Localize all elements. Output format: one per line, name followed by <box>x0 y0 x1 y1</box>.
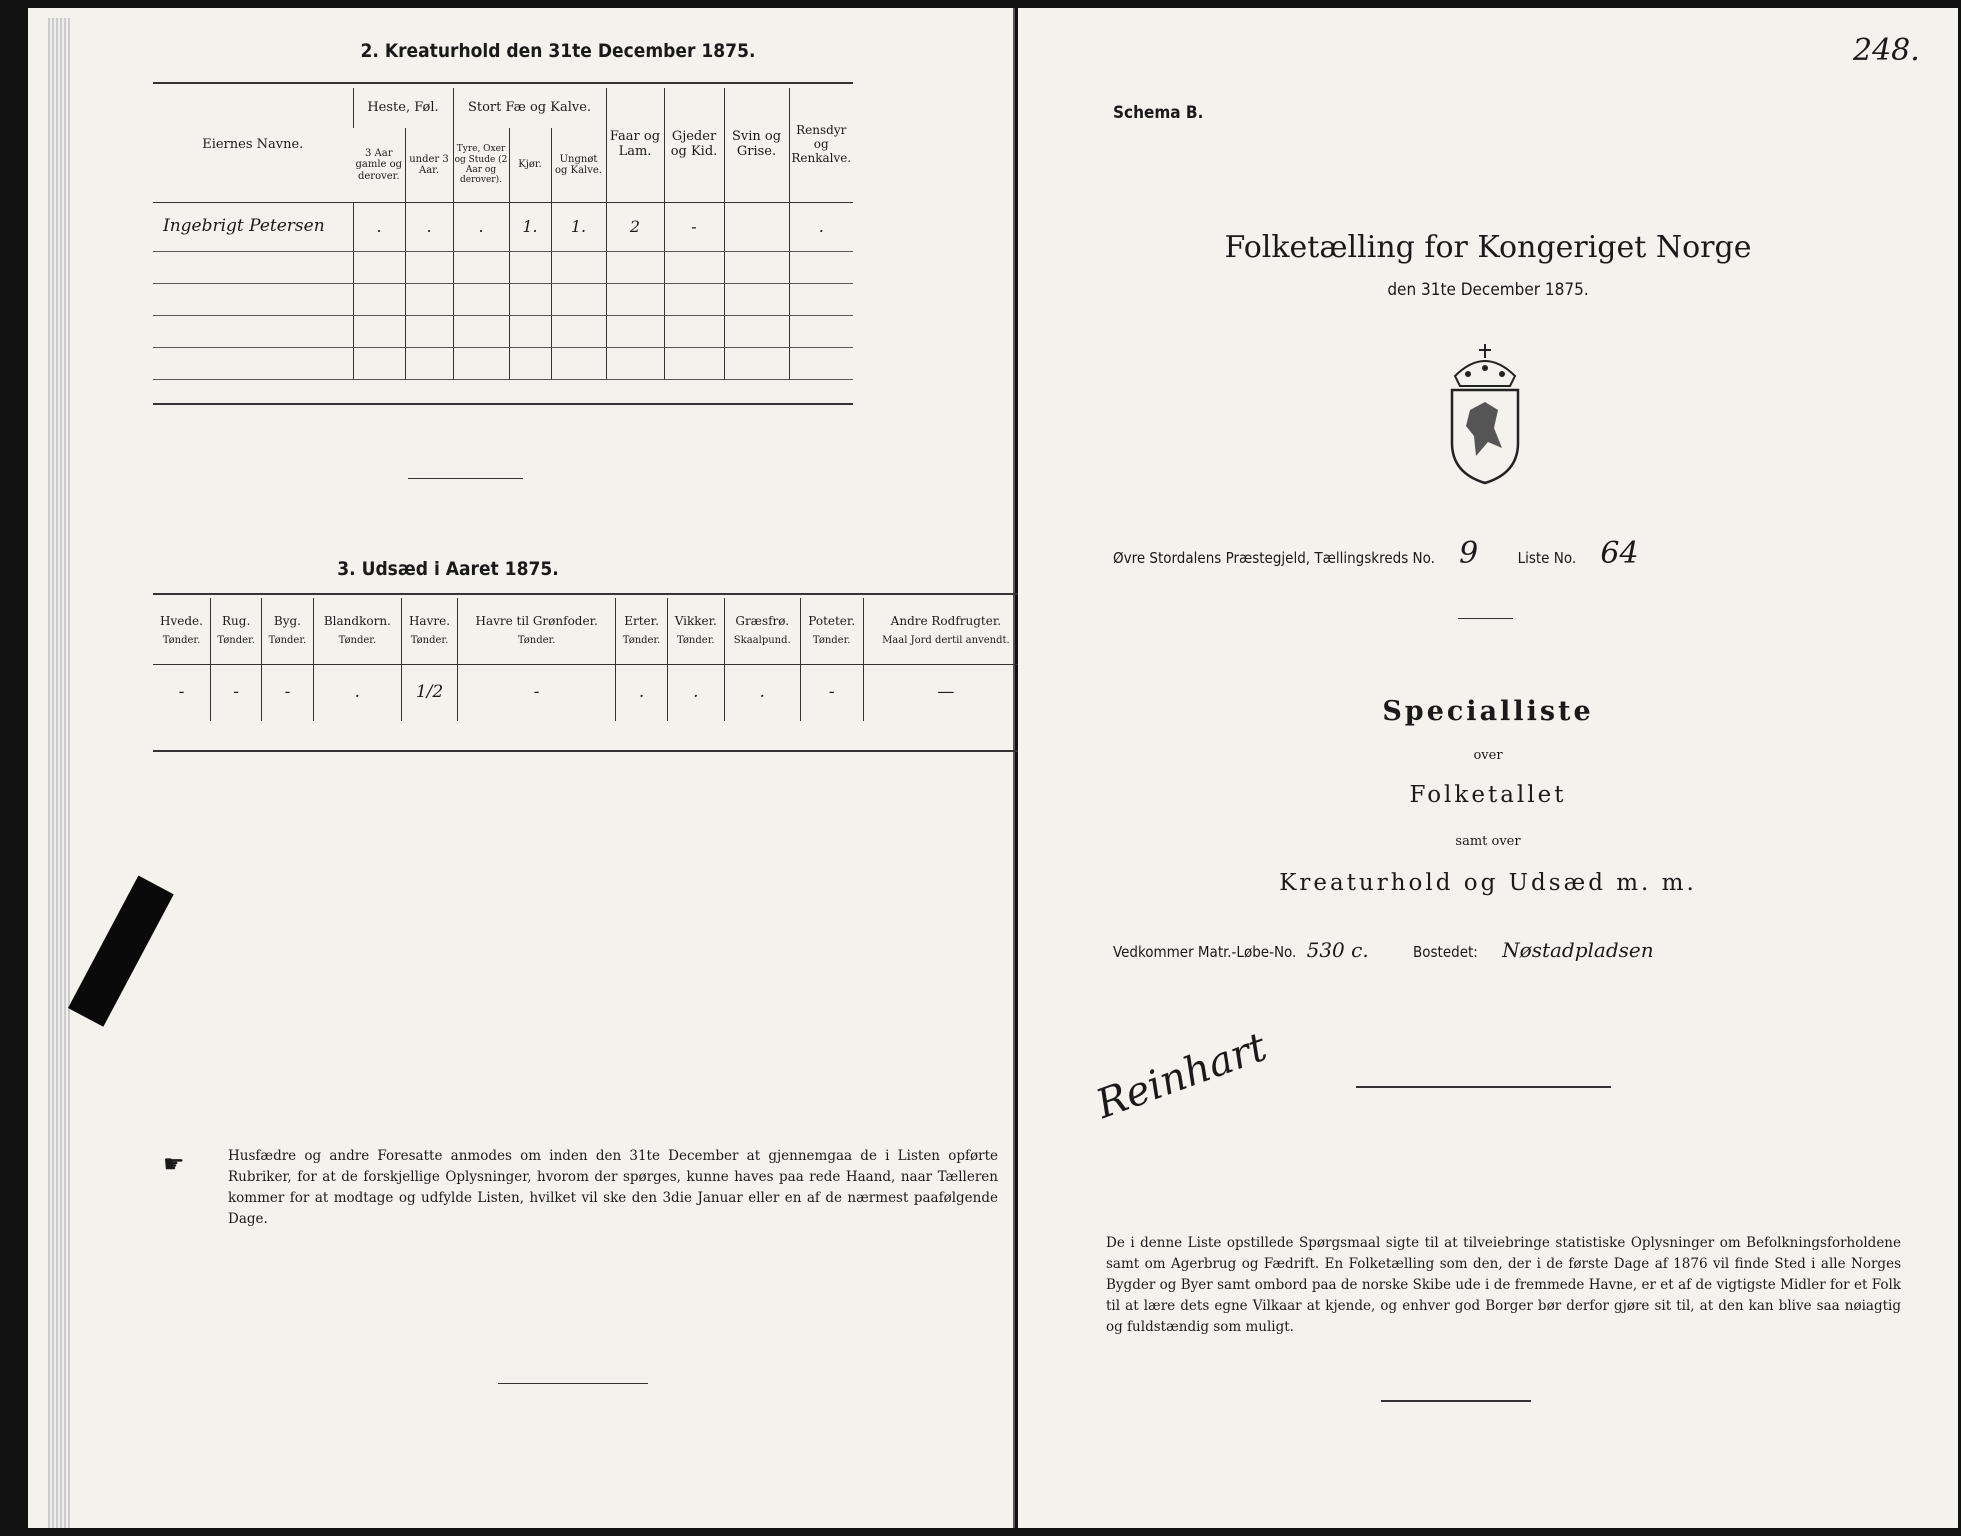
sowing-column-header <box>211 598 262 665</box>
sowing-unit: Tønder. <box>812 635 851 647</box>
col-owner-name: Eiernes Navne. <box>153 88 353 203</box>
livestock-count-cell <box>509 252 551 284</box>
sowing-crop-name: Vikker. <box>674 614 717 629</box>
list-value: 64 <box>1600 536 1639 571</box>
livestock-row <box>153 316 853 348</box>
livestock-count-cell <box>405 348 453 380</box>
footer-paragraph: De i denne Liste opstillede Spørgsmaal sigte til at tilveiebringe statistiske Oplysninger om Befolkningsforholdene samt om Agerbrug og Fædrift. En Folketælling som den, der i de første Dage af 1876 vil finde Sted i alle Norges Bygder og Byer samt ombord paa de norske Skibe ude i de fremmede Havne, er et af de vigtigste Midler for et Folk til at lære dets egne Vilkaar at kjende, og enhver god Borger bør derfor gjøre sit til, at den kan blive saa nøiagtig og fuldstændig som muligt. <box>1106 1235 1901 1335</box>
sowing-crop-name: Blandkorn. <box>323 614 391 629</box>
samt-over-text: samt over <box>1455 834 1521 849</box>
sowing-column-header <box>724 598 800 665</box>
footer-divider <box>498 1383 648 1384</box>
sowing-crop-name: Andre Rodfrugter. <box>890 614 1002 629</box>
left-page <box>28 8 1015 1528</box>
sowing-value-cell: . <box>724 665 800 722</box>
livestock-count-cell <box>606 316 664 348</box>
over-text: over <box>1473 748 1503 763</box>
matr-label: Vedkommer Matr.-Løbe-No. <box>1113 943 1297 961</box>
livestock-count-cell <box>789 316 853 348</box>
coat-of-arms-icon <box>1430 338 1540 488</box>
livestock-count-cell <box>789 284 853 316</box>
col-reindeer: Rensdyr og Renkalve. <box>789 88 853 203</box>
livestock-count-cell <box>724 316 789 348</box>
owner-name-cell <box>153 252 353 284</box>
col-goats: Gjeder og Kid. <box>664 88 724 203</box>
livestock-count-cell <box>789 348 853 380</box>
col-cows: Kjør. <box>509 128 551 203</box>
sowing-unit: Tønder. <box>622 635 661 647</box>
col-sheep: Faar og Lam. <box>606 88 664 203</box>
sowing-column-header <box>153 598 211 665</box>
sowing-unit: Tønder. <box>217 635 255 647</box>
livestock-count-cell <box>664 252 724 284</box>
livestock-count-cell <box>551 348 606 380</box>
sowing-crop-name: Havre til Grønfoder. <box>475 614 598 629</box>
sowing-column-header <box>863 598 1028 665</box>
sowing-value-cell: 1/2 <box>402 665 458 722</box>
sowing-column-header <box>262 598 313 665</box>
top-rule <box>153 82 853 84</box>
date-line: den 31te December 1875. <box>1387 280 1589 300</box>
livestock-count-cell: 1. <box>509 203 551 252</box>
livestock-count-cell <box>724 284 789 316</box>
footer-rule <box>1381 1400 1531 1402</box>
schema-label: Schema B. <box>1113 103 1204 123</box>
owner-name-cell <box>153 316 353 348</box>
sowing-unit: Tønder. <box>517 635 556 647</box>
census-district-line <box>1113 536 1639 571</box>
owner-name-cell: Ingebrigt Petersen <box>153 203 353 252</box>
page-number: 248. <box>1853 33 1920 68</box>
sowing-crop-name: Byg. <box>273 614 301 629</box>
sowing-crop-name: Rug. <box>222 614 251 629</box>
district-label: Tællingskreds No. <box>1314 549 1435 567</box>
sowing-unit: Tønder. <box>162 635 201 647</box>
livestock-count-cell: . <box>789 203 853 252</box>
sowing-unit: Maal Jord dertil anvendt. <box>882 635 1010 647</box>
list-label: Liste No. <box>1517 549 1577 567</box>
sowing-column-header <box>667 598 724 665</box>
sowing-value-cell: - <box>800 665 863 722</box>
livestock-count-cell <box>353 284 405 316</box>
sowing-top-rule <box>153 593 1028 595</box>
col-horses-3yr: 3 Aar gamle og derover. <box>353 128 405 203</box>
livestock-count-cell <box>353 316 405 348</box>
bosted-value: Nøstadpladsen <box>1502 938 1654 962</box>
col-bulls: Tyre, Oxer og Stude (2 Aar og derover). <box>453 128 509 203</box>
enumerator-signature: Reinhart <box>1090 1024 1273 1128</box>
livestock-row <box>153 348 853 380</box>
signature-line <box>1356 1086 1611 1088</box>
right-page <box>1018 8 1958 1528</box>
sowing-value-cell: - <box>211 665 262 722</box>
livestock-count-cell <box>606 284 664 316</box>
livestock-count-cell: . <box>353 203 405 252</box>
section2-title: 2. Kreaturhold den 31te December 1875. <box>360 40 756 62</box>
short-divider <box>1458 618 1513 619</box>
pointing-hand-icon: ☛ <box>163 1150 185 1178</box>
sowing-crop-name: Græsfrø. <box>735 614 790 629</box>
livestock-count-cell <box>606 348 664 380</box>
folketallet-heading: Folketallet <box>1409 782 1567 808</box>
livestock-count-cell <box>724 252 789 284</box>
sowing-unit: Skaalpund. <box>733 635 791 647</box>
district-value: 9 <box>1459 536 1479 571</box>
sowing-unit: Tønder. <box>677 635 715 647</box>
page-edge-stack <box>48 18 70 1528</box>
owner-name-cell <box>153 284 353 316</box>
livestock-count-cell <box>509 284 551 316</box>
livestock-table <box>153 88 853 380</box>
col-pigs: Svin og Grise. <box>724 88 789 203</box>
group-cattle: Stort Fæ og Kalve. <box>453 88 606 128</box>
sowing-value-cell: . <box>313 665 402 722</box>
sowing-crop-name: Poteter. <box>808 614 856 629</box>
livestock-count-cell <box>551 316 606 348</box>
livestock-count-cell <box>509 316 551 348</box>
kreaturhold-heading: Kreaturhold og Udsæd m. m. <box>1279 870 1697 896</box>
livestock-count-cell: . <box>405 203 453 252</box>
owner-name-cell <box>153 348 353 380</box>
livestock-count-cell <box>789 252 853 284</box>
sowing-unit: Tønder. <box>410 635 449 647</box>
group-horses: Heste, Føl. <box>353 88 453 128</box>
livestock-count-cell <box>664 316 724 348</box>
livestock-count-cell <box>606 252 664 284</box>
sowing-value-cell: - <box>262 665 313 722</box>
specialliste-heading: Specialliste <box>1382 696 1594 727</box>
livestock-count-cell <box>453 252 509 284</box>
col-young-cattle: Ungnøt og Kalve. <box>551 128 606 203</box>
sowing-bottom-rule <box>153 750 1028 752</box>
main-title: Folketælling for Kongeriget Norge <box>1224 230 1752 265</box>
livestock-count-cell <box>353 252 405 284</box>
bottom-rule <box>153 403 853 405</box>
livestock-count-cell <box>509 348 551 380</box>
sowing-crop-name: Hvede. <box>160 614 203 629</box>
sowing-column-header <box>800 598 863 665</box>
sowing-value-cell: . <box>667 665 724 722</box>
livestock-count-cell <box>453 348 509 380</box>
sowing-value-cell: . <box>616 665 667 722</box>
livestock-count-cell <box>724 348 789 380</box>
page-tab-marker <box>68 876 174 1027</box>
section3-title: 3. Udsæd i Aaret 1875. <box>337 558 559 580</box>
livestock-count-cell: . <box>453 203 509 252</box>
col-horses-under3: under 3 Aar. <box>405 128 453 203</box>
sowing-column-header <box>457 598 616 665</box>
livestock-count-cell <box>551 252 606 284</box>
livestock-count-cell: 1. <box>551 203 606 252</box>
livestock-count-cell <box>405 284 453 316</box>
livestock-count-cell <box>664 284 724 316</box>
notice-text: Husfædre og andre Foresatte anmodes om inden den 31te December at gjennemgaa de i Listen opførte Rubriker, for at de forskjellige Oplysninger, hvorom der spørges, kunne haves paa rede Haand, naar Tælleren kommer for at modtage og udfylde Listen, hvilket vil ske den 3die Januar eller en af de nærmest paafølgende Dage. <box>228 1148 998 1227</box>
divider <box>408 478 523 479</box>
sowing-value-cell: - <box>178 682 185 703</box>
livestock-count-cell <box>664 348 724 380</box>
livestock-count-cell <box>353 348 405 380</box>
sowing-column-header <box>313 598 402 665</box>
sowing-crop-name: Havre. <box>408 614 451 629</box>
property-line <box>1113 938 1654 962</box>
sowing-table <box>153 598 1028 721</box>
sowing-unit: Tønder. <box>338 635 377 647</box>
livestock-count-cell <box>453 316 509 348</box>
sowing-value-cell: - <box>457 665 616 722</box>
livestock-row <box>153 284 853 316</box>
livestock-count-cell <box>551 284 606 316</box>
livestock-count-cell <box>405 316 453 348</box>
livestock-count-cell: - <box>664 203 724 252</box>
matr-value: 530 c. <box>1306 938 1369 962</box>
livestock-count-cell: 2 <box>606 203 664 252</box>
sowing-column-header <box>616 598 667 665</box>
sowing-value-cell: — <box>863 665 1028 722</box>
livestock-count-cell <box>724 203 789 252</box>
livestock-row <box>153 252 853 284</box>
sowing-unit: Tønder. <box>268 635 307 647</box>
sowing-column-header <box>402 598 458 665</box>
sowing-crop-name: Erter. <box>624 614 659 629</box>
parish-label: Øvre Stordalens Præstegjeld, <box>1113 549 1311 567</box>
livestock-count-cell <box>405 252 453 284</box>
livestock-count-cell <box>453 284 509 316</box>
bosted-label: Bostedet: <box>1413 943 1478 961</box>
livestock-row <box>153 203 853 252</box>
